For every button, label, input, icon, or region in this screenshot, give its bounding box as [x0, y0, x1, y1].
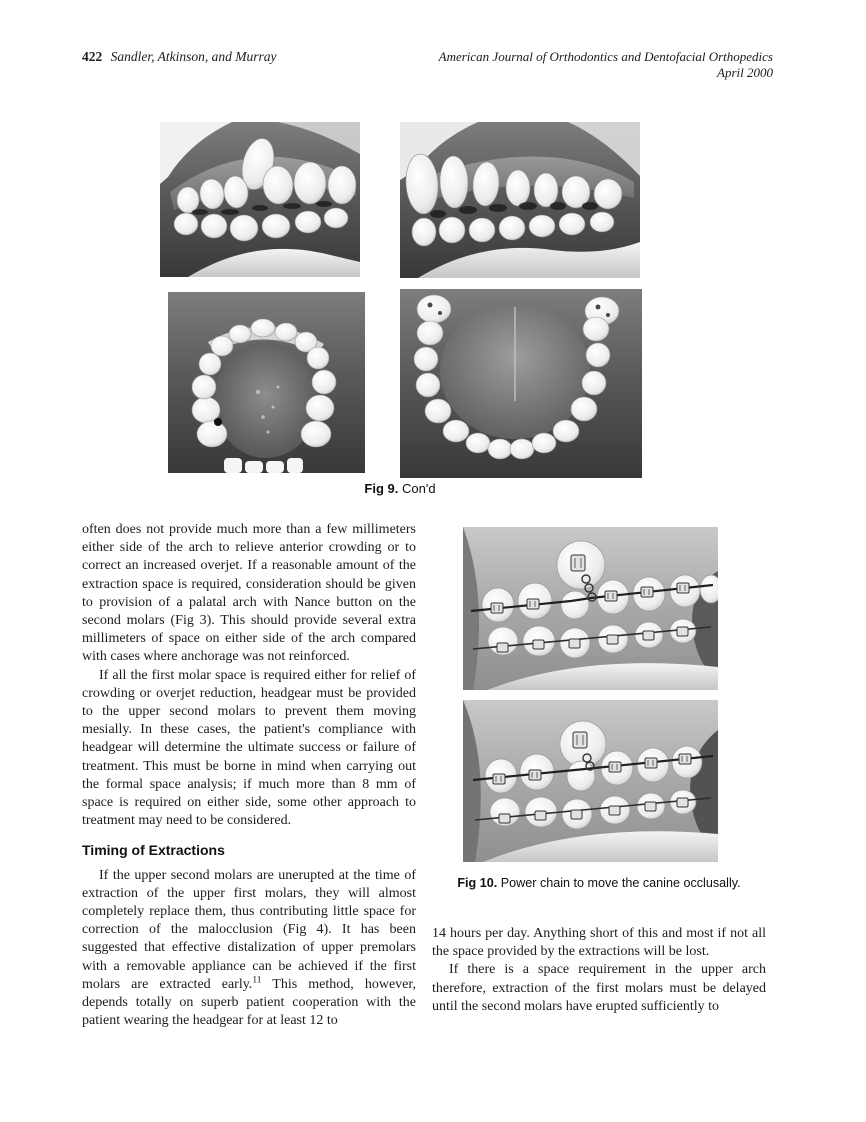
journal-title: American Journal of Orthodontics and Dentofacial Orthopedics — [438, 49, 773, 64]
left-column — [82, 521, 416, 1030]
section-heading: Timing of Extractions — [82, 842, 225, 859]
right-column — [432, 925, 766, 1016]
fig10-caption-text: Power chain to move the canine occlusally. — [500, 876, 741, 890]
reference-superscript: 11 — [252, 975, 262, 986]
fig9-photo-lower-occlusal — [400, 289, 642, 478]
running-head-left — [82, 49, 277, 65]
body-paragraph: If all the first molar space is required either for relief of crowding or overjet reduction, headgear must be provided to the upper second molars to prevent them moving mesially. In these cases, the patient's compliance with headgear will determine the ultimate success or failure of treatment. This must be borne in mind when carrying out the formal space analysis; if much more than 8 mm of space is required on either side, some other approach to treatment may need to be considered. — [82, 667, 416, 829]
issue-date: April 2000 — [717, 64, 773, 80]
body-paragraph: 14 hours per day. Anything short of this and most if not all the space provided by the extractions will be lost. — [432, 926, 766, 960]
paragraph-text: This method, however, depends totally on superb patient cooperation with the patient wearing the headgear for at least 12 to — [82, 976, 416, 1029]
running-authors: Sandler, Atkinson, and Murray — [110, 49, 277, 64]
fig9-photo-left-buccal — [400, 122, 640, 278]
fig9-caption-text: Con'd — [402, 481, 436, 496]
paragraph-text: If the upper second molars are unerupted at the time of extraction of the upper first molars, they will almost completely replace them, thus contributing little space for correction of the malocclusion (Fig 4). It has been suggested that effective distalization of upper premolars with a removable appliance can be achieved if the first molars are extracted early. — [82, 867, 416, 992]
body-paragraph — [82, 867, 416, 1031]
body-paragraph: often does not provide much more than a few millimeters either side of the arch to relieve anterior crowding or to correct an increased overjet. If a reasonable amount of the extraction space is required, consideration should be given to provision of a palatal arch with Nance button on the second molars (Fig 3). This should provide several extra millimeters of space on either side of the arch compared with cases where anchorage was not reinforced. — [82, 522, 416, 665]
running-head-right — [439, 49, 773, 80]
fig9-label: Fig 9. — [364, 481, 399, 496]
fig9-photo-right-buccal — [160, 122, 360, 277]
fig9-photo-upper-occlusal — [168, 292, 365, 473]
page-number: 422 — [82, 49, 103, 64]
fig10-label: Fig 10. — [457, 876, 498, 890]
fig9-caption — [160, 481, 640, 496]
body-paragraph: If there is a space requirement in the upper arch therefore, extraction of the first molars must be delayed until the second molars have erupted sufficiently to — [432, 962, 766, 1014]
fig10-caption — [432, 876, 766, 890]
fig10-photo-power-chain — [463, 527, 718, 690]
fig10-photo-canine-occlusal — [463, 700, 718, 862]
